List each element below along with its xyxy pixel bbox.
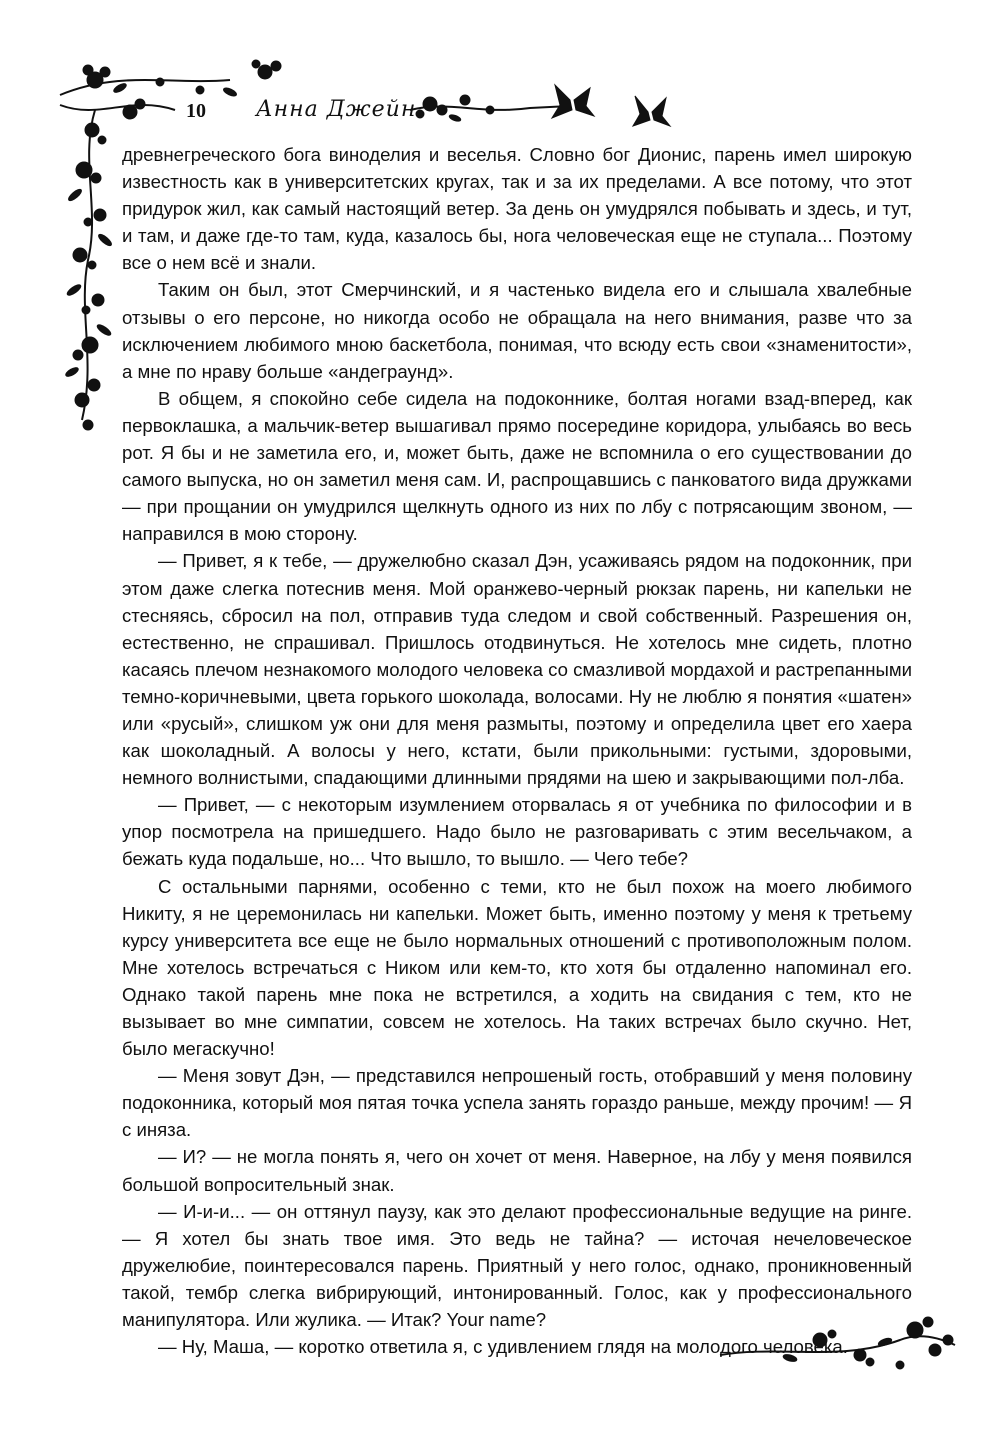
page-number: 10 [186,100,206,122]
running-title: Анна Джейн [256,97,417,122]
paragraph: — Привет, — с некоторым изумлением оторвалась я от учебника по философии и в упор посмотрела на пришедшего. Надо было не разговаривать с этим весельчаком, а бежать куда подальше, но... Что вышло, то вышло. — Чего тебе? [122,794,912,870]
paragraph: — Привет, я к тебе, — дружелюбно сказал Дэн, усаживаясь рядом на подоконник, при этом даже слегка потеснив меня. Мой оранжево-черный рюкзак парень, ни капельки не стесняясь, сбросил на пол, отправив туда следом и свой собственный. Разрешения он, естественно, не спрашивал. Пришлось отодвинуться. Не хотелось мне сидеть, плотно касаясь плечом незнакомого молодого человека со смазливой мордахой и растрепанными темно-коричневыми, цвета горького шоколада, волосами. Ну не люблю я понятия «шатен» или «русый», слишком уж они для меня размыты, поэтому и определила цвет его хаера как шоколадный. А волосы у него, кстати, были прикольными: густыми, здоровыми, немного волнистыми, спадающими длинными прядями на шею и закрывающими пол-лба. [122,550,912,789]
paragraph: С остальными парнями, особенно с теми, кто не был похож на моего любимого Никиту, я не церемонилась ни капельки. Может быть, именно поэтому у меня к третьему курсу университета все еще не было нормальных отношений с противоположным полом. Мне хотелось встречаться с Ником или кем-то, кто хотя бы отдаленно напоминал его. Однако такой парень мне пока не встретился, а ходить на свидания с тем, кто не вызывает во мне симпатии, совсем не хотелось. На таких встречах было скучно. Нет, было мегаскучно! [122,875,912,1060]
paragraph: — Меня зовут Дэн, — представился непрошеный гость, отобравший у меня половину подоконника, который моя пятая точка успела занять гораздо раньше, между прочим! — Я с иняза. [122,1065,912,1141]
paragraph: — Ну, Маша, — коротко ответила я, с удивлением глядя на молодого человека. [158,1336,848,1358]
paragraph: — И-и-и... — он оттянул паузу, как это делают профессиональные ведущие на ринге. — Я хотел бы знать твое имя. Это ведь не тайна? — источая нечеловеческое дружелюбие, поинтересовался парень. Приятный у него голос, однако, проникновенный такой, тембр слегка вибрирующий, интонированный. Голос, как у профессионального манипулятора. Или жулика. — Итак? Your name? [122,1200,912,1331]
paragraph: В общем, я спокойно себе сидела на подоконнике, болтая ногами взад-вперед, как первоклашка, а мальчик-ветер вышагивал прямо посередине коридора, улыбаясь во весь рот. Я бы и не заметила его, и, может быть, даже не вспомнила о его существовании до самого выпуска, но он заметил меня сам. И, распрощавшись с панковатого вида дружками — при прощании он умудрился щелкнуть одного из них по лбу с потрясающим звоном, — направился в мою сторону. [122,387,912,545]
main-text [122,141,912,1360]
paragraph: древнегреческого бога виноделия и веселья. Словно бог Дионис, парень имел широкую известность как в университетских кругах, так и за их пределами. А все потому, что этот придурок жил, как самый настоящий ветер. За день он умудрялся побывать и здесь, и тут, и там, и даже где-то там, куда, казалось бы, нога человеческая еще не ступала... Поэтому все о нем всё и знали. [122,144,912,274]
paragraph: Таким он был, этот Смерчинский, и я частенько видела его и слышала хвалебные отзывы о его персоне, но никогда особо не обращала на него внимания, разве что за исключением любимого мною баскетбола, понимая, что всюду есть свои «знаменитости», а мне по нраву больше «андеграунд». [122,279,912,382]
paragraph: — И? — не могла понять я, чего он хочет от меня. Наверное, на лбу у меня появился большой вопросительный знак. [122,1146,912,1195]
